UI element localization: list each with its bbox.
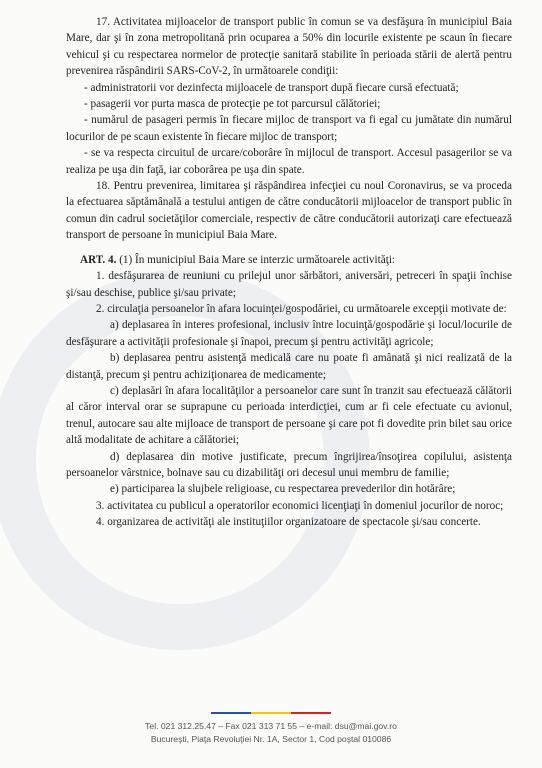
article-4-item-2-b: b) deplasarea pentru asistenţă medicală care nu poate fi amânată şi nici realizată de la distanţă, precum şi pentru achiziţionarea de medicamente;: [66, 352, 512, 381]
paragraph-17-condition-1: - administratorii vor dezinfecta mijloacele de transport după fiecare cursă efectuată;: [84, 81, 459, 94]
article-4-item-2-c: c) deplasări în afara localităţilor a persoanelor care sunt în tranzit sau efectuează călătorii al căror interval orar se suprapune cu perioada interdicţiei, cum ar fi cele efectuate cu avionul, trenul, autocare sau alte mijloace de transport de persoane şi care pot fi dovedite prin bilet sau orice altă modalitate de achitare a călătoriei;: [66, 384, 512, 447]
article-4-item-4: 4. organizarea de activităţi ale instituţiilor organizatoare de spectacole şi/sau concerte.: [96, 516, 481, 529]
article-4-item-2: 2. circulaţia persoanelor în afara locuinţei/gospodăriei, cu următoarele excepţii motivate de:: [96, 302, 507, 315]
article-4-intro: (1) În municipiul Baia Mare se interzic următoarele activităţi:: [116, 253, 396, 266]
article-4-item-2-d: d) deplasarea din motive justificate, precum îngrijirea/însoţirea copilului, asistenţa persoanelor vârstnice, bolnave sau cu dizabilităţi ori decesul unui membru de familie;: [66, 450, 512, 479]
tricolor-red: [291, 712, 331, 714]
paragraph-17: 17. Activitatea mijloacelor de transport public în comun se va desfăşura în municipiul Baia Mare, dar şi în zona metropolitană prin ocuparea a 50% din locurile existente pe scaun în fiecare vehicul şi cu respectarea normelor de protecţie sanitară stabilite în perioada stării de alertă pentru prevenirea răspândirii SARS-CoV-2, în următoarele condiţii:: [66, 16, 512, 78]
page-footer: [0, 712, 542, 746]
article-4-item-2-e: e) participarea la slujbele religioase, cu respectarea prevederilor din hotărâre;: [110, 483, 456, 496]
tricolor-bar: [211, 712, 331, 714]
paragraph-18: 18. Pentru prevenirea, limitarea şi răspândirea infecţiei cu noul Coronavirus, se va proceda la efectuarea săptămânală a testului antigen de către conducătorii mijloacelor de transport public în comun din cadrul societăţilor comerciale, respectiv de către conducătorii autorizaţi care efectuează transport de persoane în municipiul Baia Mare.: [66, 180, 512, 242]
article-4-label: ART. 4.: [80, 253, 117, 266]
paragraph-17-condition-3: - numărul de pasageri permis în fiecare mijloc de transport va fi egal cu jumătate din numărul locurilor de pe scaun existente în fiecare mijloc de transport;: [66, 114, 512, 143]
paragraph-17-condition-4: - se va respecta circuitul de urcare/coborâre în mijlocul de transport. Accesul pasagerilor se va realiza pe uşa din faţă, iar coborârea pe uşa din spate.: [66, 147, 512, 176]
footer-address: Bucureşti, Piaţa Revoluţiei Nr. 1A, Sector 1, Cod poştal 010086: [150, 734, 392, 744]
article-4-item-3: 3. activitatea cu publicul a operatorilor economici licenţiaţi în domeniul jocurilor de noroc;: [96, 499, 504, 512]
tricolor-blue: [211, 712, 251, 714]
footer-contact: Tel. 021 312.25.47 – Fax 021 313 71 55 – e-mail: dsu@mai.gov.ro: [145, 721, 397, 731]
paragraph-17-condition-2: - pasagerii vor purta masca de protecţie pe tot parcursul călătoriei;: [84, 98, 381, 111]
article-4-item-1: 1. desfăşurarea de reuniuni cu prilejul unor sărbători, aniversări, petreceri în spaţii închise şi/sau deschise, publice şi/sau private;: [66, 270, 512, 299]
article-4-item-2-a: a) deplasarea în interes profesional, inclusiv între locuinţă/gospodărie şi locul/locurile de desfăşurare a activităţii profesionale şi înapoi, precum şi pentru activităţi agricole;: [66, 319, 512, 348]
tricolor-yellow: [251, 712, 291, 714]
document-body: [66, 14, 512, 531]
article-4-heading: [66, 252, 512, 268]
